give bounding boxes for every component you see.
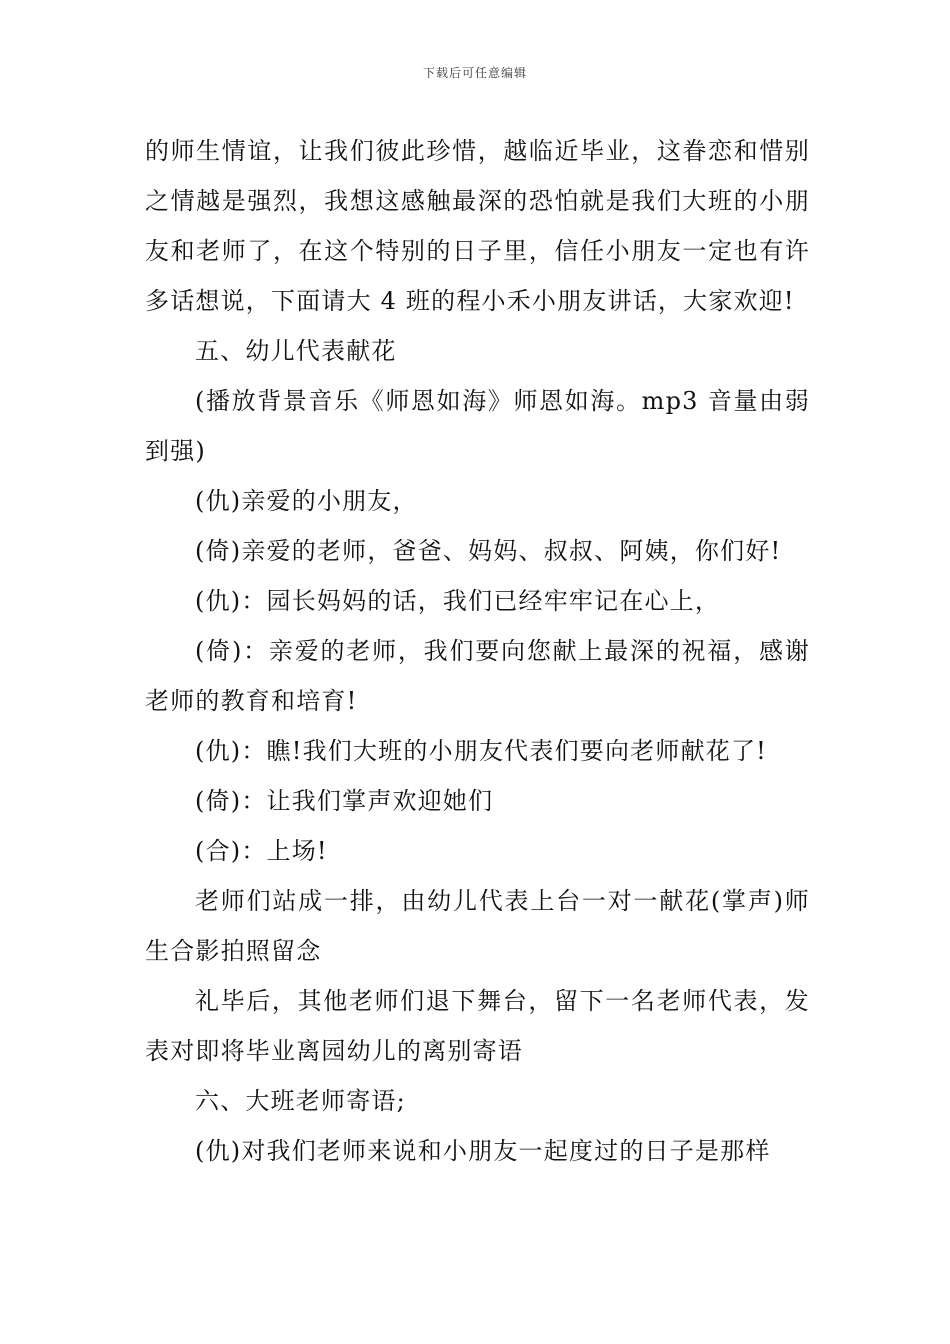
section-heading-5: 五、幼儿代表献花 (195, 337, 397, 365)
paragraph-music-note: (播放背景音乐《师恩如海》师恩如海。mp3 音量由弱到强) (145, 387, 810, 465)
section-heading-6: 六、大班老师寄语; (195, 1087, 406, 1115)
paragraph-teacher-speech: 礼毕后，其他老师们退下舞台，留下一名老师代表，发表对即将毕业离园幼儿的离别寄语 (145, 987, 810, 1065)
paragraph-flower-presentation: 老师们站成一排，由幼儿代表上台一对一献花(掌声)师生合影拍照留念 (145, 887, 810, 965)
dialogue-line: (倚)：让我们掌声欢迎她们 (195, 787, 494, 815)
dialogue-line: (仇)对我们老师来说和小朋友一起度过的日子是那样 (195, 1137, 771, 1165)
document-body (145, 126, 810, 1176)
dialogue-line: (仇)：园长妈妈的话，我们已经牢牢记在心上， (195, 587, 721, 615)
dialogue-line: (仇)亲爱的小朋友， (195, 487, 418, 515)
dialogue-line: (倚)：亲爱的老师，我们要向您献上最深的祝福，感谢老师的教育和培育! (145, 637, 810, 715)
paragraph-1: 的师生情谊，让我们彼此珍惜，越临近毕业，这眷恋和惜别之情越是强烈，我想这感触最深的恐怕就是我们大班的小朋友和老师了，在这个特别的日子里，信任小朋友一定也有许多话想说，下面请大 4 班的程小禾小朋友讲话，大家欢迎! (145, 137, 810, 315)
dialogue-line: (仇)：瞧!我们大班的小朋友代表们要向老师献花了! (195, 737, 768, 765)
dialogue-line: (合)：上场! (195, 837, 328, 865)
page-header: 下载后可任意编辑 (422, 66, 527, 80)
dialogue-line: (倚)亲爱的老师，爸爸、妈妈、叔叔、阿姨，你们好! (195, 537, 782, 565)
